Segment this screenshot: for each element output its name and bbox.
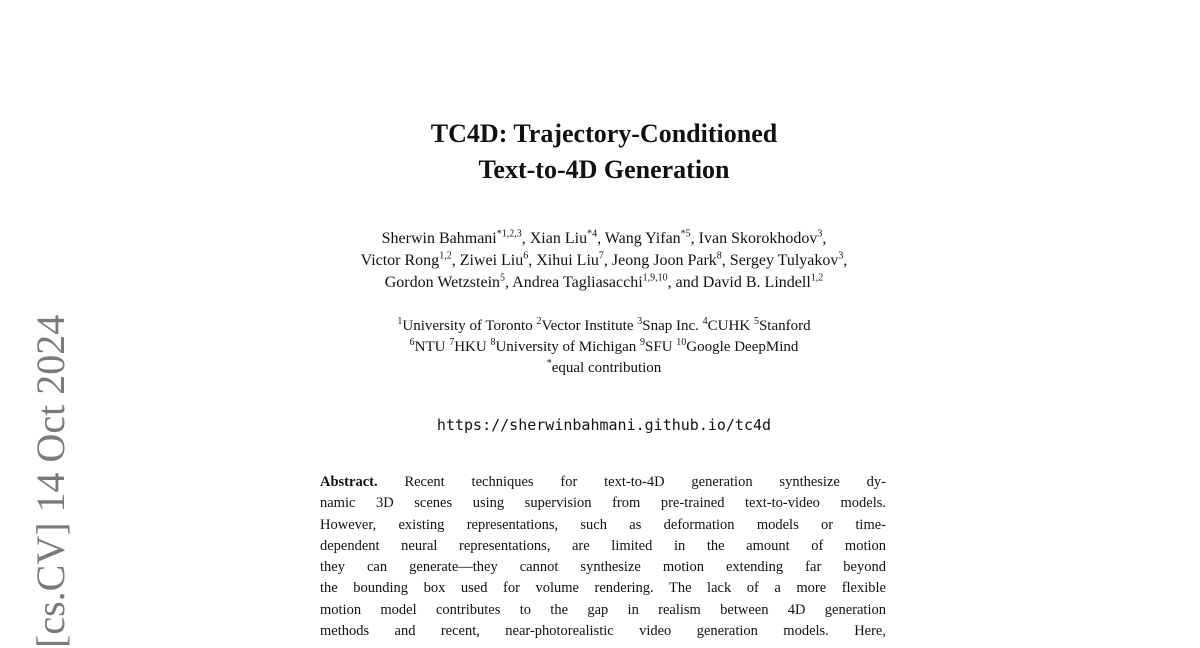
title-line: Text-to-4D Generation (478, 155, 730, 184)
author-name: Gordon Wetzstein (384, 274, 501, 291)
author-separator: , (528, 252, 537, 269)
author-name: Andrea Tagliasacchi (512, 274, 643, 291)
author-separator: , (603, 252, 612, 269)
affiliation-marker: 8 (490, 337, 496, 348)
affiliation-line (200, 358, 1008, 379)
author-separator: , (667, 274, 676, 291)
affiliation-name: CUHK (707, 318, 754, 334)
abstract-text: namic 3D scenes using supervision from pre-trained text-to-video models. (320, 495, 886, 512)
abstract-text: dependent neural representations, are limited in the amount of motion (320, 537, 886, 554)
affiliation-marker: 1 (397, 316, 403, 327)
author-name: Ziwei Liu (459, 252, 524, 269)
affiliation-name: Google DeepMind (686, 339, 799, 355)
affiliation-marker: 6 (409, 337, 415, 348)
author-separator: , (721, 252, 730, 269)
author-affiliation-marker: *1,2,3 (496, 228, 522, 240)
affiliation-name: equal contribution (551, 360, 662, 376)
author-affiliation-marker: 3 (838, 250, 844, 262)
author-list (200, 228, 1008, 294)
author-name: Wang Yifan (604, 230, 681, 247)
affiliation-name: NTU (414, 339, 450, 355)
affiliation-name: University of Michigan (495, 339, 641, 355)
author-separator: , (822, 230, 827, 247)
abstract-text: methods and recent, near-photorealistic video generation models. Here, (320, 623, 886, 640)
affiliation-line (200, 316, 1008, 337)
author-affiliation-marker: 1,2 (439, 250, 452, 262)
affiliation-name: University of Toronto (402, 318, 537, 334)
affiliation-marker: 7 (449, 337, 455, 348)
paper-title (200, 116, 1008, 188)
author-affiliation-marker: 5 (500, 272, 506, 284)
author-name: Jeong Joon Park (611, 252, 717, 269)
abstract-text: the bounding box used for volume rendering. The lack of a more flexible (320, 580, 886, 597)
author-affiliation-marker: 3 (817, 228, 823, 240)
author-separator: , (690, 230, 699, 247)
author-name: Victor Rong (360, 252, 440, 269)
title-line: TC4D: Trajectory-Conditioned (430, 119, 778, 148)
abstract-line (320, 493, 886, 514)
author-name: Xian Liu (529, 230, 588, 247)
author-affiliation-marker: *5 (680, 228, 691, 240)
affiliation-marker: 3 (637, 316, 643, 327)
abstract-line (320, 515, 886, 536)
author-affiliation-marker: *4 (587, 228, 598, 240)
affiliation-name: Snap Inc. (642, 318, 703, 334)
abstract (320, 472, 886, 642)
author-separator: , (451, 252, 460, 269)
affiliation-marker: 9 (640, 337, 646, 348)
abstract-text: they can generate—they cannot synthesize motion extending far beyond (320, 559, 886, 576)
author-name: Sherwin Bahmani (381, 230, 497, 247)
abstract-text: motion model contributes to the gap in realism between 4D generation (320, 601, 886, 618)
abstract-line (320, 600, 886, 621)
author-affiliation-marker: 8 (716, 250, 722, 262)
author-affiliation-marker: 1,2 (810, 272, 824, 284)
affiliation-marker: 5 (753, 316, 759, 327)
affiliation-marker: 10 (676, 337, 687, 348)
abstract-line (320, 621, 886, 642)
author-affiliation-marker: 7 (598, 250, 604, 262)
author-line (200, 250, 1008, 272)
abstract-line (320, 557, 886, 578)
abstract-line (320, 536, 886, 557)
author-separator: , (597, 230, 605, 247)
affiliation-list (200, 316, 1008, 379)
affiliation-name: SFU (645, 339, 677, 355)
affiliation-name: Stanford (758, 318, 811, 334)
arxiv-sidebar-stamp: [cs.CV] 14 Oct 2024 (28, 314, 73, 648)
project-url[interactable]: https://sherwinbahmani.github.io/tc4d (436, 416, 772, 434)
author-separator: , (843, 252, 848, 269)
affiliation-marker: 2 (536, 316, 542, 327)
author-name: Ivan Skorokhodov (698, 230, 818, 247)
affiliation-marker: 4 (702, 316, 708, 327)
author-separator: , (505, 274, 513, 291)
affiliation-line (200, 337, 1008, 358)
abstract-text: Recent techniques for text-to-4D generation synthesize dy- (404, 474, 886, 490)
author-line (200, 228, 1008, 250)
affiliation-name: HKU (454, 339, 491, 355)
abstract-label: Abstract. (320, 474, 378, 490)
abstract-line (320, 472, 886, 493)
affiliation-name: Vector Institute (541, 318, 638, 334)
author-affiliation-marker: 6 (523, 250, 529, 262)
abstract-text: However, existing representations, such as deformation models or time- (320, 516, 886, 533)
author-name: and David B. Lindell (675, 274, 811, 291)
author-line (200, 272, 1008, 294)
affiliation-marker: * (546, 358, 552, 369)
author-affiliation-marker: 1,9,10 (642, 272, 668, 284)
author-separator: , (521, 230, 530, 247)
abstract-line (320, 578, 886, 599)
author-name: Xihui Liu (536, 252, 599, 269)
author-name: Sergey Tulyakov (729, 252, 839, 269)
